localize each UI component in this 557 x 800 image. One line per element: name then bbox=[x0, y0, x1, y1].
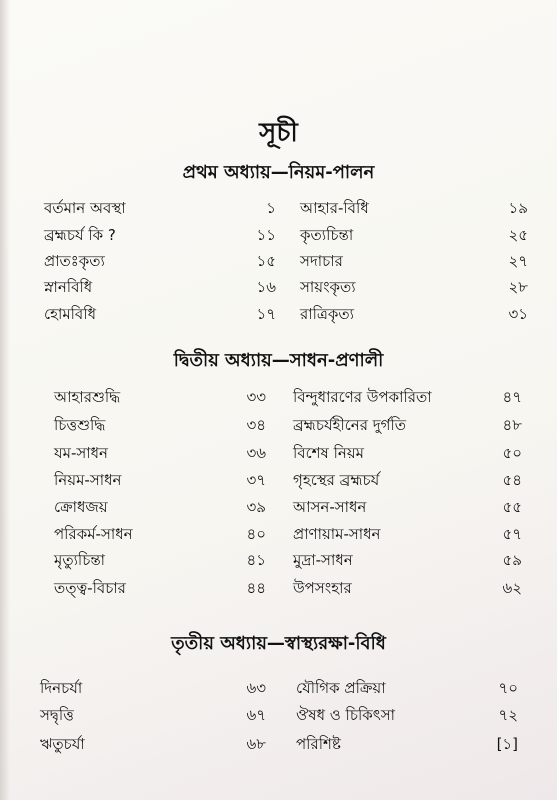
toc-entry-title: প্রাতঃকৃত্য bbox=[44, 252, 105, 270]
toc-entry-page: ৪১ bbox=[246, 551, 266, 569]
toc-entry-title: তত্ত্ব-বিচার bbox=[54, 579, 126, 597]
toc-entry-page: ৫৫ bbox=[502, 498, 522, 516]
toc-entry-title: চিত্তশুদ্ধি bbox=[54, 416, 106, 434]
toc-row bbox=[0, 414, 557, 438]
toc-entry-page: ২৮ bbox=[508, 278, 528, 296]
toc-entry-title: মৃত্যুচিন্তা bbox=[54, 551, 106, 569]
page-title: সূচী bbox=[259, 118, 298, 148]
chapter-2-heading: দ্বিতীয় অধ্যায়—সাধন-প্রণালী bbox=[173, 350, 384, 371]
toc-entry-title: বিন্দুধারণের উপকারিতা bbox=[293, 388, 432, 406]
toc-entry-title: স্নানবিধি bbox=[44, 278, 93, 296]
toc-entry-title: আহার-বিধি bbox=[300, 199, 369, 217]
toc-entry-page: ৬২ bbox=[502, 579, 522, 597]
toc-entry-page: ৩৪ bbox=[246, 416, 266, 434]
toc-entry-page: ৬৩ bbox=[246, 679, 266, 697]
toc-row bbox=[0, 442, 557, 466]
toc-entry-title: প্রাণায়াম-সাধন bbox=[293, 525, 381, 543]
toc-row bbox=[0, 733, 557, 757]
toc-entry-title: সায়ংকৃত্য bbox=[300, 278, 356, 296]
toc-entry-page: ৫৭ bbox=[502, 525, 522, 543]
toc-entry-page: ২৫ bbox=[508, 226, 528, 244]
toc-row bbox=[0, 386, 557, 410]
toc-entry-page: ৪৭ bbox=[502, 388, 522, 406]
toc-entry-title: যৌগিক প্রক্রিয়া bbox=[296, 679, 386, 697]
toc-entry-title: গৃহস্থের ব্রহ্মচর্য bbox=[293, 471, 380, 489]
toc-entry-page: ৩৬ bbox=[246, 444, 266, 462]
toc-row bbox=[0, 677, 557, 701]
toc-entry-title: সদ্বৃত্তি bbox=[40, 706, 74, 724]
toc-row bbox=[0, 704, 557, 728]
toc-entry-page: ৬৭ bbox=[246, 706, 266, 724]
toc-entry-title: ঔষধ ও চিকিৎসা bbox=[296, 706, 396, 724]
toc-entry-title: কৃত্যচিন্তা bbox=[300, 226, 354, 244]
toc-entry-page: ৪৮ bbox=[502, 416, 522, 434]
toc-entry-title: হোমবিধি bbox=[44, 305, 96, 323]
toc-entry-title: পরিশিষ্ট bbox=[296, 735, 341, 753]
toc-row bbox=[0, 577, 557, 601]
toc-entry-title: দিনচর্যা bbox=[40, 679, 83, 697]
toc-entry-page: ১৯ bbox=[508, 199, 528, 217]
toc-row bbox=[0, 496, 557, 520]
toc-entry-title: উপসংহার bbox=[293, 579, 352, 597]
chapter-3-heading: তৃতীয় অধ্যায়—স্বাস্থ্যরক্ষা-বিধি bbox=[171, 633, 386, 654]
toc-entry-title: পরিকর্ম-সাধন bbox=[54, 525, 133, 543]
toc-entry-title: বিশেষ নিয়ম bbox=[293, 444, 364, 462]
toc-row bbox=[0, 549, 557, 573]
toc-row bbox=[0, 224, 557, 248]
toc-entry-page: ৪৪ bbox=[246, 579, 266, 597]
toc-entry-page: ৭০ bbox=[498, 679, 518, 697]
toc-entry-title: যম-সাধন bbox=[54, 444, 109, 462]
toc-entry-title: ঋতুচর্যা bbox=[40, 735, 85, 753]
chapter-1-heading: প্রথম অধ্যায়—নিয়ম-পালন bbox=[182, 162, 375, 183]
toc-entry-page: ২৭ bbox=[508, 252, 528, 270]
toc-entry-title: আসন-সাধন bbox=[293, 498, 367, 516]
toc-row bbox=[0, 250, 557, 274]
toc-entry-page: ৩১ bbox=[508, 305, 528, 323]
toc-row bbox=[0, 469, 557, 493]
toc-entry-title: রাত্রিকৃত্য bbox=[300, 305, 355, 323]
toc-entry-page: [১] bbox=[496, 735, 518, 753]
toc-entry-page: ৩৭ bbox=[246, 471, 266, 489]
toc-entry-page: ৭২ bbox=[498, 706, 518, 724]
toc-entry-page: ১৬ bbox=[256, 278, 276, 296]
toc-entry-page: ৫৪ bbox=[502, 471, 522, 489]
toc-entry-page: ১৭ bbox=[256, 305, 276, 323]
toc-entry-page: ৫০ bbox=[502, 444, 522, 462]
toc-row bbox=[0, 276, 557, 300]
toc-entry-title: বর্তমান অবস্থা bbox=[44, 199, 126, 217]
toc-entry-page: ৪০ bbox=[246, 525, 266, 543]
toc-row bbox=[0, 197, 557, 221]
toc-entry-title: ক্রোধজয় bbox=[54, 498, 108, 516]
toc-entry-title: ব্রহ্মচর্য কি ? bbox=[44, 226, 116, 244]
toc-row bbox=[0, 303, 557, 327]
toc-entry-page: ৩৯ bbox=[246, 498, 266, 516]
toc-entry-page: ১১ bbox=[256, 226, 276, 244]
toc-entry-page: ৬৮ bbox=[246, 735, 266, 753]
toc-row bbox=[0, 523, 557, 547]
toc-entry-title: মুদ্রা-সাধন bbox=[293, 551, 353, 569]
toc-entry-title: ব্রহ্মচর্যহীনের দুর্গতি bbox=[293, 416, 407, 434]
toc-entry-page: ১ bbox=[266, 199, 276, 217]
toc-entry-title: আহারশুদ্ধি bbox=[54, 388, 121, 406]
toc-entry-page: ৫৯ bbox=[502, 551, 522, 569]
toc-entry-page: ৩৩ bbox=[246, 388, 266, 406]
toc-entry-title: নিয়ম-সাধন bbox=[54, 471, 122, 489]
toc-entry-page: ১৫ bbox=[256, 252, 276, 270]
toc-entry-title: সদাচার bbox=[300, 252, 343, 270]
